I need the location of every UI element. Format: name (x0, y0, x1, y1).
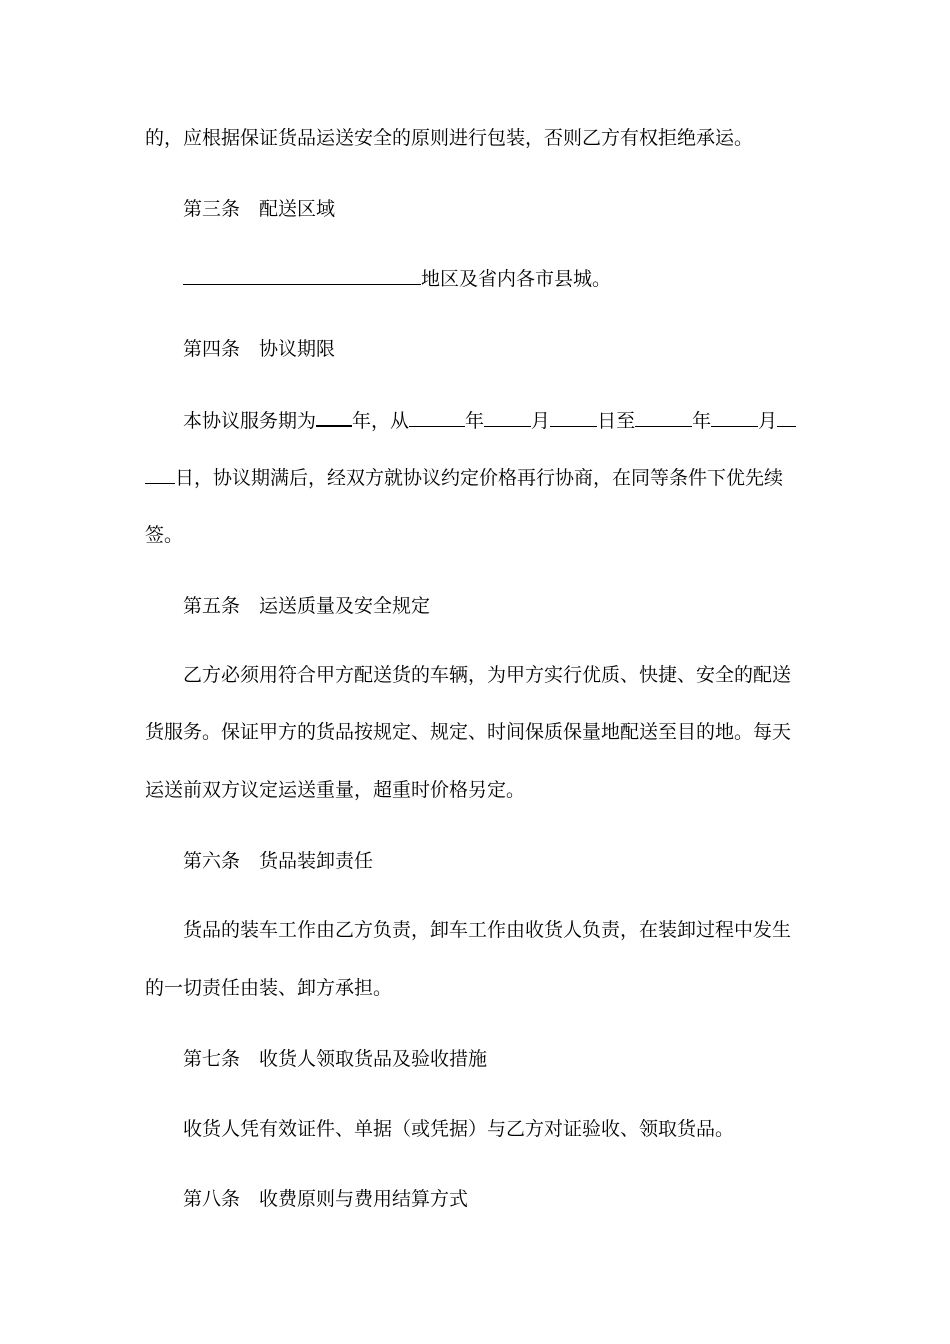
text: 货服务。保证甲方的货品按规定、规定、时间保质保量地配送至目的地。每天 (145, 721, 792, 743)
article-title: 协议期限 (259, 338, 336, 360)
text: 年，从 (352, 410, 410, 432)
end-month-blank (711, 408, 758, 427)
text: 年 (692, 410, 712, 432)
paragraph-line (183, 918, 810, 942)
article-title: 配送区域 (259, 198, 336, 220)
article-number: 第六条 (183, 850, 241, 872)
text: 本协议服务期为 (183, 410, 317, 432)
paragraph-line (145, 778, 810, 802)
text: 日，协议期满后，经双方就协议约定价格再行协商，在同等条件下优先续 (175, 467, 784, 489)
years-blank (316, 407, 352, 427)
article-number: 第四条 (183, 338, 241, 360)
text: 的一切责任由装、卸方承担。 (145, 977, 393, 999)
text: 货品的装车工作由乙方负责，卸车工作由收货人负责，在装卸过程中发生 (183, 919, 792, 941)
end-day-blank-part (777, 408, 796, 427)
article-7-heading (183, 1047, 810, 1071)
start-day-blank (550, 408, 597, 427)
article-number: 第八条 (183, 1188, 241, 1210)
article-title: 运送质量及安全规定 (259, 595, 431, 617)
article-number: 第五条 (183, 595, 241, 617)
paragraph-line (183, 1117, 810, 1141)
article-title: 收货人领取货品及验收措施 (259, 1048, 488, 1070)
text: 地区及省内各市县城。 (421, 268, 612, 290)
end-day-blank-cont (145, 465, 175, 484)
paragraph-line (145, 126, 810, 150)
article-6-heading (183, 849, 810, 873)
text: 运送前双方议定运送重量，超重时价格另定。 (145, 779, 526, 801)
article-number: 第七条 (183, 1048, 241, 1070)
text: 年 (465, 410, 485, 432)
text: 月 (758, 410, 778, 432)
term-line-2 (145, 465, 810, 490)
term-line-3 (145, 523, 810, 547)
start-month-blank (484, 408, 531, 427)
paragraph-line (183, 663, 810, 687)
article-4-heading (183, 337, 810, 361)
area-line (183, 266, 810, 291)
article-5-heading (183, 594, 810, 618)
article-3-heading (183, 197, 810, 221)
start-year-blank (409, 408, 465, 427)
text: 乙方必须用符合甲方配送货的车辆，为甲方实行优质、快捷、安全的配送 (183, 664, 792, 686)
article-number: 第三条 (183, 198, 241, 220)
paragraph-line (145, 976, 810, 1000)
text: 月 (531, 410, 551, 432)
article-8-heading (183, 1187, 810, 1211)
text: 日至 (597, 410, 636, 432)
end-year-blank (635, 408, 692, 427)
article-title: 收费原则与费用结算方式 (259, 1188, 469, 1210)
text: 签。 (145, 524, 184, 546)
text: 收货人凭有效证件、单据（或凭据）与乙方对证验收、领取货品。 (183, 1118, 735, 1140)
area-blank (183, 266, 421, 285)
paragraph-line (145, 720, 810, 744)
article-title: 货品装卸责任 (259, 850, 374, 872)
term-line-1 (183, 407, 810, 433)
text: 的，应根据保证货品运送安全的原则进行包装，否则乙方有权拒绝承运。 (145, 127, 754, 149)
